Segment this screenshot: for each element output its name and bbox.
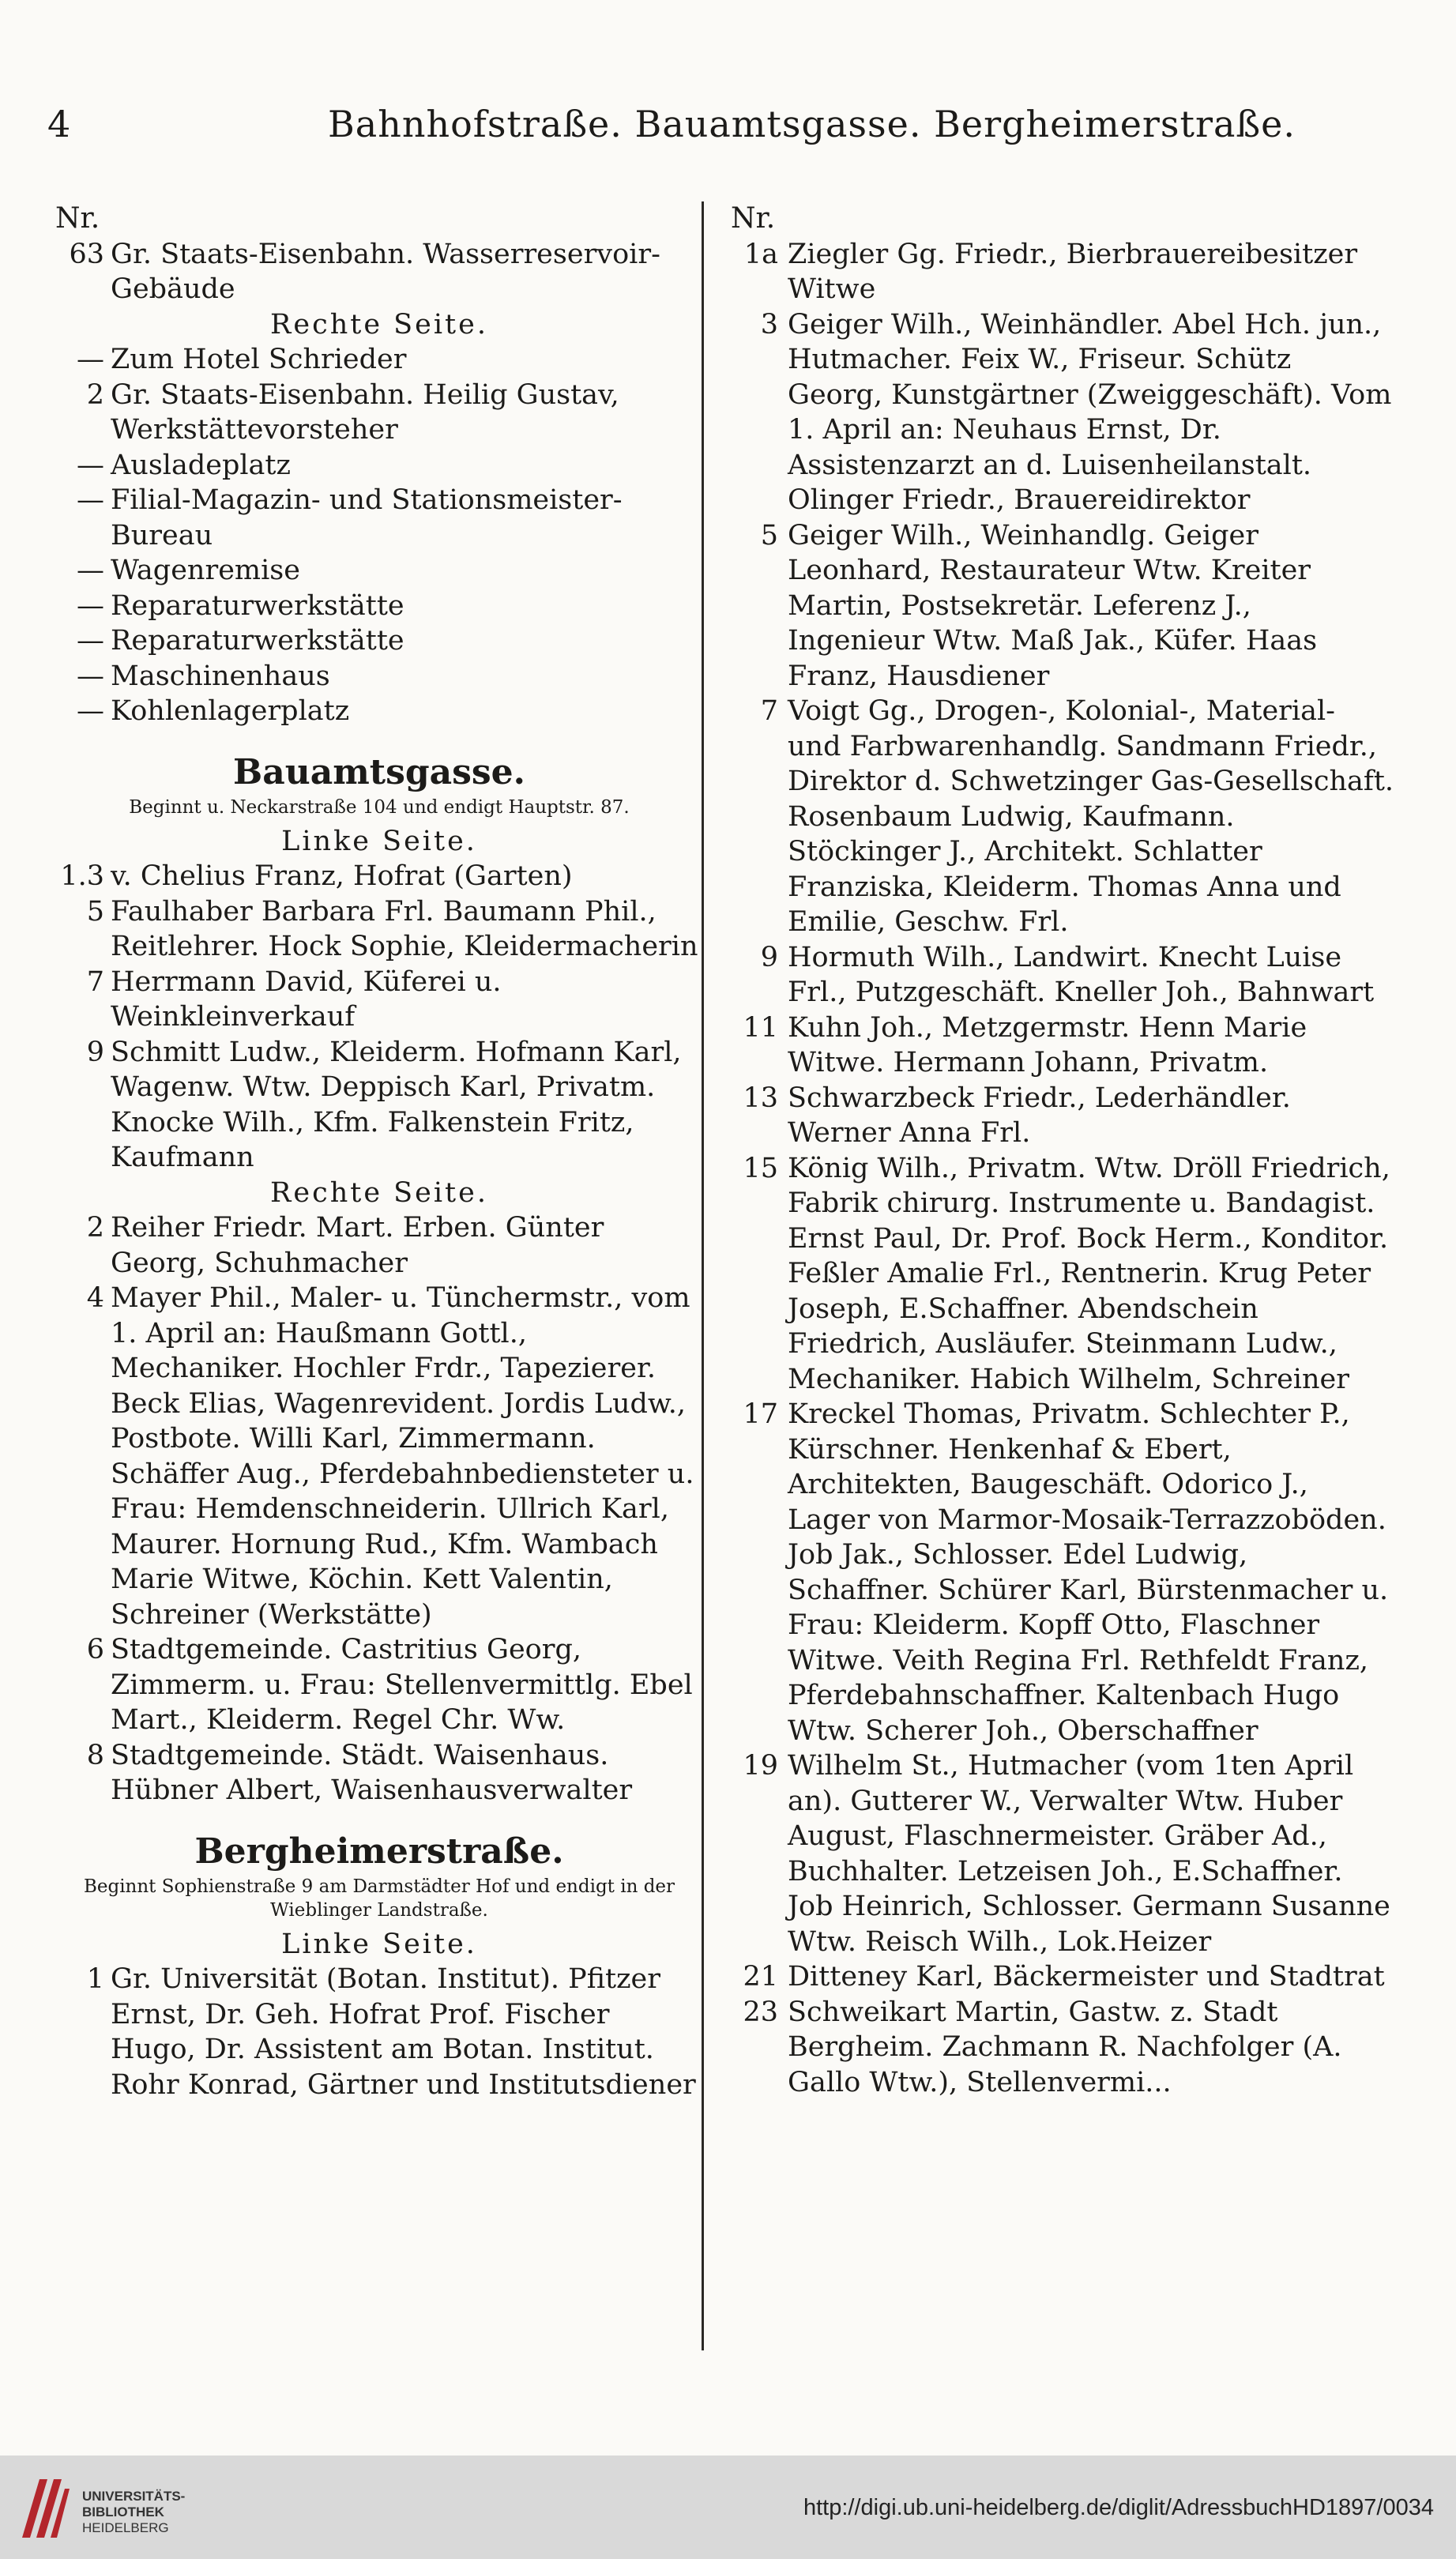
entry-text: Zum Hotel Schrieder (111, 344, 407, 375)
entry-text: Reiher Friedr. Mart. Erben. Günter Georg, Schuhmacher (111, 1212, 604, 1279)
address-entry (55, 965, 703, 1035)
entries-bergheim-right (731, 237, 1394, 2101)
entry-text: Schmitt Ludw., Kleiderm. Hofmann Karl, Wagenw. Wtw. Deppisch Karl, Privatm. Knocke Wilh., Kfm. Falkenstein Fritz, Kaufmann (111, 1036, 682, 1173)
entry-text: Reparaturwerkstätte (111, 625, 404, 657)
entry-text: Voigt Gg., Drogen-, Kolonial-, Material- und Farbwarenhandlg. Sandmann Friedr., Direktor d. Schwetzinger Gas-Gesellschaft. Rosenbaum Ludwig, Kaufmann. Stöckinger J., Architekt. Schlatter Franziska, Kleiderm. Thomas Anna und Emilie, Geschw. Frl. (788, 695, 1394, 938)
entry-text: König Wilh., Privatm. Wtw. Dröll Friedrich, Fabrik chirurg. Instrumente u. Bandagist. Ernst Paul, Dr. Prof. Bock Herm., Konditor. Feßler Amalie Frl., Rentnerin. Krug Peter Joseph, E.Schaffner. Abendschein Friedrich, Ausläufer. Steinmann Ludw., Mechaniker. Habich Wilhelm, Schreiner (788, 1152, 1390, 1395)
entry-text: Kohlenlagerplatz (111, 695, 350, 727)
address-entry (731, 237, 1394, 307)
house-number: — (77, 625, 104, 657)
entries-linke-bauamt (55, 859, 703, 1176)
entries-rechte-bahnhof (55, 342, 703, 729)
house-number: 1 (86, 1963, 104, 1995)
address-entry (55, 448, 703, 484)
side-heading-linke: Linke Seite. (281, 825, 477, 857)
address-entry (55, 1035, 703, 1176)
address-entry (731, 307, 1394, 518)
address-entry (55, 1210, 703, 1281)
address-entry (731, 1151, 1394, 1398)
entry-text: Gr. Staats-Eisenbahn. Wasserreservoir-Gebäude (111, 238, 660, 305)
address-entry (55, 1962, 703, 2102)
page-number: 4 (47, 103, 71, 145)
entry-text: Hormuth Wilh., Landwirt. Knecht Luise Frl., Putzgeschäft. Kneller Joh., Bahnwart (788, 941, 1375, 1008)
address-entry (55, 1632, 703, 1738)
house-number: — (77, 484, 104, 516)
entry-text: Schwarzbeck Friedr., Lederhändler. Werner Anna Frl. (788, 1082, 1291, 1149)
page-title: Bahnhofstraße. Bauamtsgasse. Bergheimerstraße. (328, 103, 1296, 145)
side-heading-rechte: Rechte Seite. (270, 308, 488, 341)
house-number: 2 (86, 1212, 104, 1244)
house-number: 11 (743, 1011, 778, 1044)
entry-text: Maschinenhaus (111, 660, 330, 692)
entry-text: Filial-Magazin- und Stationsmeister-Bureau (111, 484, 623, 551)
address-entry (55, 483, 703, 553)
nr-heading: Nr. (55, 202, 100, 235)
house-number: 19 (743, 1750, 778, 1782)
entry-text: Herrmann David, Küferei u. Weinkleinverkauf (111, 965, 502, 1033)
address-entry (55, 378, 703, 448)
side-heading-rechte: Rechte Seite. (270, 1176, 488, 1209)
entry-text: Kuhn Joh., Metzgermstr. Henn Marie Witwe. Hermann Johann, Privatm. (788, 1011, 1307, 1078)
house-number: — (77, 660, 104, 692)
address-entry (731, 1010, 1394, 1081)
entry-text: Stadtgemeinde. Castritius Georg, Zimmerm. u. Frau: Stellenvermittlg. Ebel Mart., Kleiderm. Regel Chr. Ww. (111, 1634, 693, 1736)
library-logo-icon (16, 2471, 71, 2544)
address-entry (55, 589, 703, 624)
address-entry (731, 1748, 1394, 1959)
house-number: 6 (86, 1634, 104, 1665)
left-column (55, 201, 703, 2102)
house-number: 8 (86, 1739, 104, 1771)
address-entry (55, 859, 703, 894)
house-number: — (77, 555, 104, 586)
house-number: 4 (86, 1282, 104, 1314)
entry-text: Geiger Wilh., Weinhändler. Abel Hch. jun., Hutmacher. Feix W., Friseur. Schütz Georg, Kunstgärtner (Zweiggeschäft). Vom 1. April an: Neuhaus Ernst, Dr. Assistenzarzt an d. Luisenheilanstalt. Olinger Friedr., Brauereidirektor (788, 308, 1392, 516)
address-entry (55, 694, 703, 729)
entry-text: Stadtgemeinde. Städt. Waisenhaus. Hübner Albert, Waisenhausverwalter (111, 1739, 633, 1806)
address-entry (731, 1995, 1394, 2101)
address-entry (731, 940, 1394, 1010)
address-entry (731, 1081, 1394, 1151)
entries-rechte-bauamt (55, 1210, 703, 1808)
house-number: 5 (760, 519, 778, 551)
address-entry (55, 553, 703, 589)
entry-text: Gr. Universität (Botan. Institut). Pfitzer Ernst, Dr. Geh. Hofrat Prof. Fischer Hugo, Dr. Assistent am Botan. Institut. Rohr Konrad, Gärtner und Institutsdiener (111, 1963, 696, 2101)
entry-text: Faulhaber Barbara Frl. Baumann Phil., Reitlehrer. Hock Sophie, Kleidermacherin (111, 895, 698, 962)
address-entry (731, 1397, 1394, 1748)
entry-text: Geiger Wilh., Weinhandlg. Geiger Leonhard, Restaurateur Wtw. Kreiter Martin, Postsekretär. Leferenz J., Ingenieur Wtw. Maß Jak., Küfer. Haas Franz, Hausdiener (788, 519, 1318, 692)
street-title-bauamtsgasse: Bauamtsgasse. (233, 751, 525, 792)
street-title-bergheimerstrasse: Bergheimerstraße. (194, 1831, 564, 1872)
right-column (731, 201, 1394, 2100)
house-number: 1a (743, 238, 778, 270)
house-number: 17 (743, 1398, 778, 1430)
house-number: 5 (86, 895, 104, 928)
entry-text: v. Chelius Franz, Hofrat (Garten) (111, 860, 573, 892)
entry-text: Schweikart Martin, Gastw. z. Stadt Bergheim. Zachmann R. Nachfolger (A. Gallo Wtw.), Stellenvermi... (788, 1996, 1342, 2098)
address-entry (55, 659, 703, 694)
address-entry (55, 1738, 703, 1808)
house-number: 7 (86, 965, 104, 998)
house-number: 9 (760, 941, 778, 973)
house-number: 63 (69, 238, 104, 270)
entry-text: Ditteney Karl, Bäckermeister und Stadtrat (788, 1961, 1385, 1993)
entry-text: Mayer Phil., Maler- u. Tünchermstr., vom 1. April an: Haußmann Gottl., Mechaniker. Hochler Frdr., Tapezierer. Beck Elias, Wagenrevident. Jordis Ludw., Postbote. Willi Karl, Zimmermann. Schäffer Aug., Pferdebahnbediensteter u. Frau: Hemdenschneiderin. Ullrich Karl, Maurer. Hornung Rud., Kfm. Wambach Marie Witwe, Köchin. Kett Valentin, Schreiner (Werkstätte) (111, 1282, 694, 1631)
address-entry (731, 518, 1394, 694)
nr-heading: Nr. (731, 202, 776, 235)
footer-bar (0, 2456, 1456, 2559)
house-number: — (77, 589, 104, 622)
entry-text: Gr. Staats-Eisenbahn. Heilig Gustav, Werkstättevorsteher (111, 378, 619, 446)
house-number: — (77, 449, 104, 481)
entry-text: Ausladeplatz (111, 449, 291, 481)
library-name: UNIVERSITÄTS- BIBLIOTHEK HEIDELBERG (82, 2489, 186, 2535)
house-number: 15 (743, 1152, 778, 1184)
house-number: 13 (743, 1082, 778, 1114)
entries-linke-bergheim (55, 1962, 703, 2102)
house-number: 21 (743, 1961, 778, 1993)
address-entry (55, 623, 703, 659)
entry-text: Ziegler Gg. Friedr., Bierbrauereibesitzer Witwe (788, 238, 1358, 305)
entry-text: Kreckel Thomas, Privatm. Schlechter P., Kürschner. Henkenhaf & Ebert, Architekten, Baugeschäft. Odorico J., Lager von Marmor-Mosaik-Terrazzoböden. Job Jak., Schlosser. Edel Ludwig, Schaffner. Schürer Karl, Bürstenmacher u. Frau: Kleiderm. Kopff Otto, Flaschner Witwe. Veith Regina Frl. Rethfeldt Franz, Pferdebahnschaffner. Kaltenbach Hugo Wtw. Scherer Joh., Oberschaffner (788, 1398, 1389, 1747)
address-entry (55, 342, 703, 378)
house-number: 2 (86, 378, 104, 411)
address-entry (55, 1281, 703, 1632)
entries-top (55, 237, 703, 307)
house-number: 3 (760, 308, 778, 341)
address-entry (55, 894, 703, 965)
entry-text: Reparaturwerkstätte (111, 589, 404, 622)
house-number: — (77, 695, 104, 727)
address-entry (55, 237, 703, 307)
house-number: 1.3 (60, 860, 104, 892)
entry-text: Wilhelm St., Hutmacher (vom 1ten April an). Gutterer W., Verwalter Wtw. Huber August, Flaschnermeister. Gräber Ad., Buchhalter. Letzeisen Joh., E.Schaffner. Job Heinrich, Schlosser. Germann Susanne Wtw. Reisch Wilh., Lok.Heizer (788, 1750, 1390, 1958)
address-entry (731, 694, 1394, 940)
entry-text: Wagenremise (111, 555, 300, 586)
house-number: 7 (760, 695, 778, 727)
side-heading-linke: Linke Seite. (281, 1928, 477, 1960)
source-url-link[interactable]: http://digi.ub.uni-heidelberg.de/diglit/AdressbuchHD1897/0034 (803, 2495, 1434, 2520)
street-note-bergheimerstrasse: Beginnt Sophienstraße 9 am Darmstädter Hof und endigt in der Wieblinger Landstraße. (83, 1876, 675, 1921)
house-number: 9 (86, 1036, 104, 1068)
address-entry (731, 1959, 1394, 1995)
house-number: — (77, 344, 104, 375)
street-note-bauamtsgasse: Beginnt u. Neckarstraße 104 und endigt Hauptstr. 87. (129, 796, 630, 818)
house-number: 23 (743, 1996, 778, 2028)
